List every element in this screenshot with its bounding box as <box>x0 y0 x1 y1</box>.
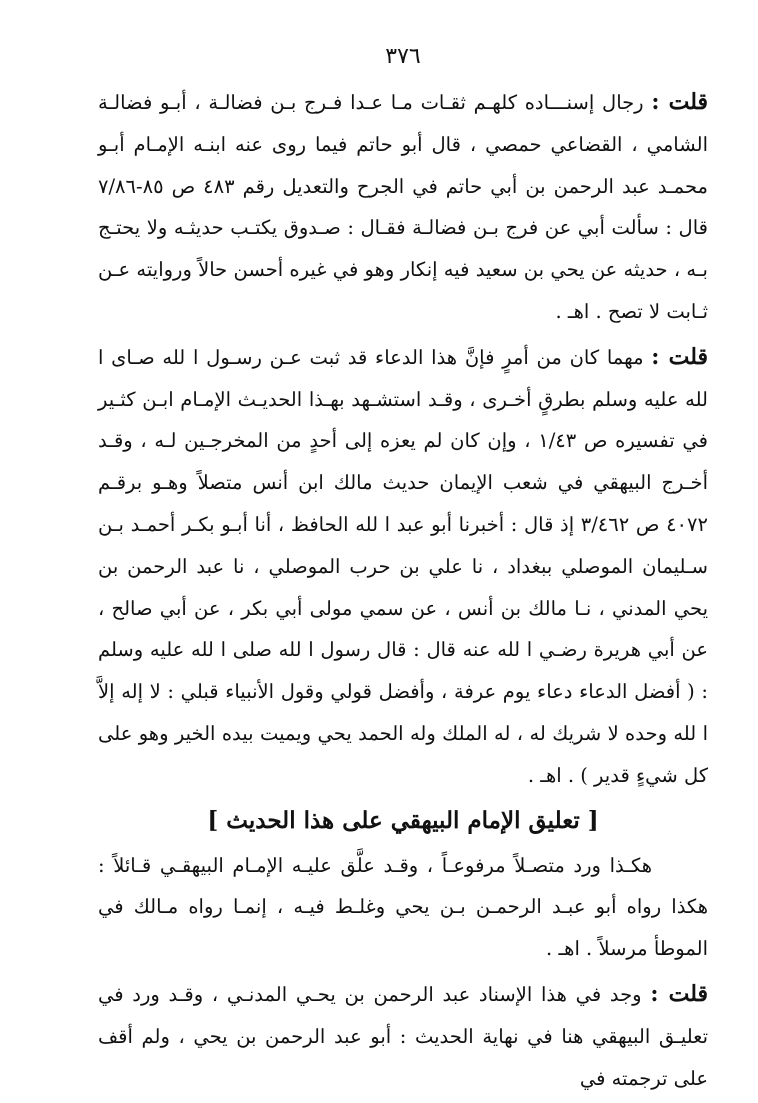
qult-label: قلت : <box>650 980 708 1007</box>
paragraph-2 <box>98 337 708 797</box>
paragraph-1 <box>98 82 708 333</box>
paragraph-4-text: وجد في هذا الإسناد عبد الرحمن بن يحـي المدنـي ، وقـد ورد في تعليـق البيهقي هنا في نهاية الحديث : أبو عبد الرحمن بن يحي ، ولم أقف على ترجمته في <box>98 982 708 1090</box>
book-page <box>98 40 708 1103</box>
paragraph-2-text: مهما كان من أمرٍ فإنَّ هذا الدعاء قد ثبت عـن رسـول ا لله صـاى ا لله عليه وسلم بطرقٍ أخـرى ، وقـد استشـهد بهـذا الحديـث الإمـام ابـن كثـير في تفسيره ص ١/٤٣ ، وإن كان لم يعزه إلى أحدٍ من المخرجـين لـه ، وقـد أخـرج البيهقي في شعب الإيمان حديث مالك ابن أنس متصلاً وهـو برقـم ٤٠٧٢ ص ٣/٤٦٢ إذ قال : أخبرنا أبو عبد ا لله الحافظ ، أنا أبـو بكـر أحمـد بـن سـليمان الموصلي ببغداد ، نا علي بن حرب الموصلي ، نا عبد الرحمن بن يحي المدني ، نـا مالك بن أنس ، عن سمي مولى أبي بكر ، عن أبي صالح ، عن أبي هريرة رضـي ا لله عنه قال : قال رسول ا لله صلى ا لله عليه وسلم : ( أفضل الدعاء دعاء يوم عرفة ، وأفضل قولي وقول الأنبياء قبلي : لا إله إلاَّ ا لله وحده لا شريك له ، له الملك وله الحمد يحي ويميت بيده الخير وهو على كل شيءٍ قدير ) . اهـ . <box>98 345 708 787</box>
paragraph-3 <box>98 845 708 970</box>
paragraph-1-text: رجال إسنـــاده كلهـم ثقـات مـا عـدا فـرج بـن فضالـة ، أبـو فضالـة الشامي ، القضاعي حمصي ، قال أبو حاتم فيما روى عنه ابنـه الإمـام أبـو محمـد عبد الرحمن بن أبي حاتم في الجرح والتعديل رقم ٤٨٣ ص ٨٥-٧/٨٦ قال : سألت أبي عن فرج بـن فضالـة فقـال : صـدوق يكتـب حديثـه ولا يحتـج بـه ، حديثه عن يحي بن سعيد فيه إنكار وهو في غيره أحسن حالاً وروايته عـن ثـابت لا تصح . اهـ . <box>98 91 708 323</box>
paragraph-3-text: هكـذا ورد متصـلاً مرفوعـاً ، وقـد علَّق عليـه الإمـام البيهقـي قـائلاً : هكذا رواه أبو عبـد الرحمـن بـن يحي وغلـط فيـه ، إنمـا رواه مـالك في الموطأ مرسلاً . اهـ . <box>98 853 708 961</box>
section-heading: [ تعليق الإمام البيهقي على هذا الحديث ] <box>207 806 599 834</box>
paragraph-4 <box>98 974 708 1099</box>
qult-label: قلت : <box>651 89 708 115</box>
qult-label: قلت : <box>651 343 708 370</box>
page-number: ٣٧٦ <box>385 44 421 69</box>
